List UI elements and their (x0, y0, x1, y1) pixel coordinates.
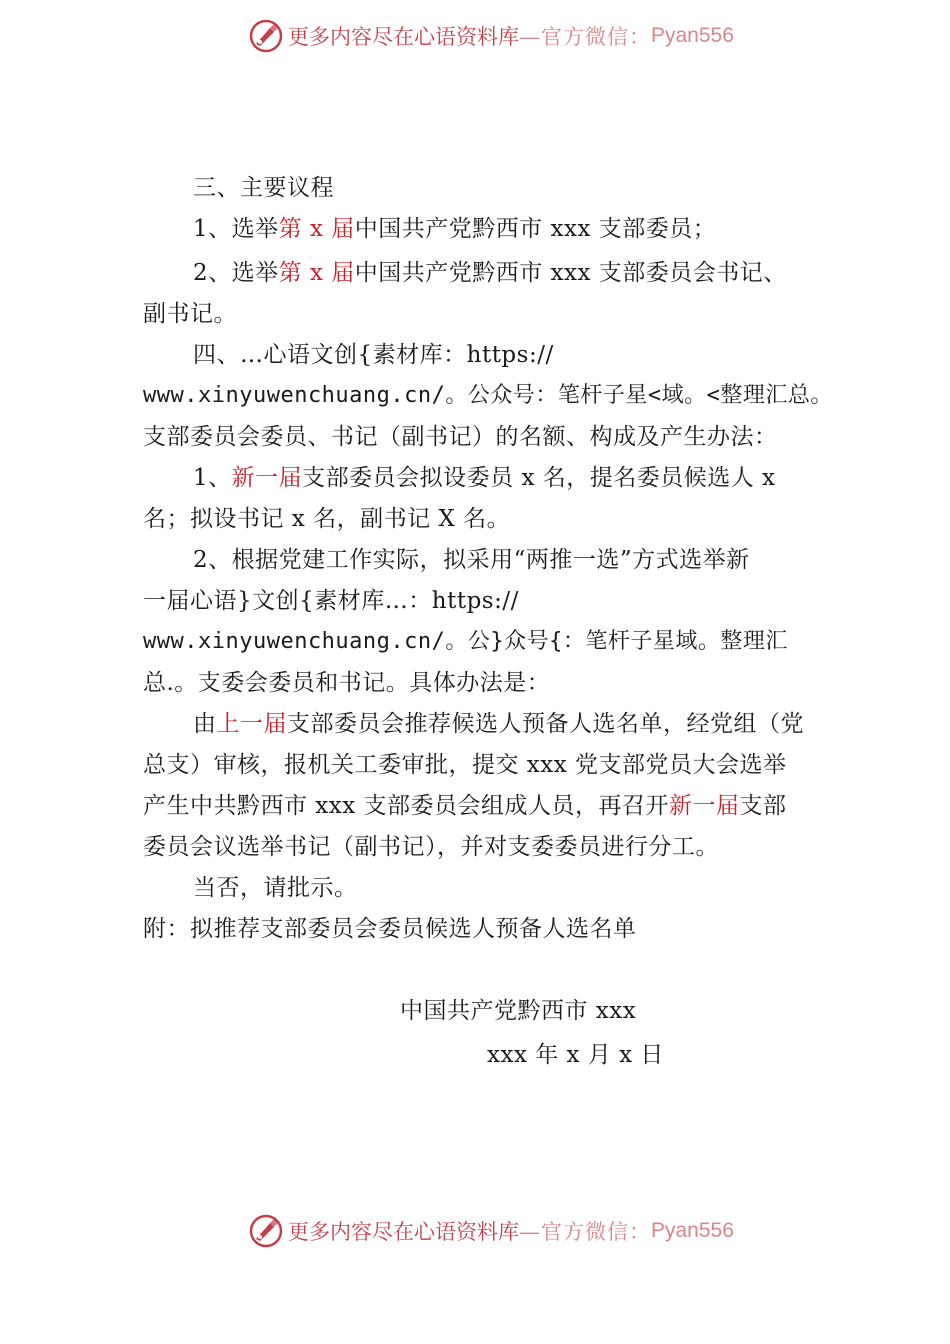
url-line-1: www.xinyuwenchuang.cn/。公众号：笔杆子星<域。<整理汇总。 (143, 383, 833, 408)
procedure-paragraph-line-1 (193, 709, 804, 739)
procedure-highlight-new: 新一届 (669, 793, 740, 819)
procedure-line-3-text: 产生中共黔西市 xxx 支部委员会组成人员，再召开 (143, 793, 670, 819)
procedure-line-3-end: 支部 (739, 793, 787, 819)
procedure-paragraph-line-4: 委员会议选举书记（副书记），并对支委委员进行分工。 (143, 834, 719, 860)
approval-request: 当否，请批示。 (193, 875, 358, 901)
watermark-main-text: 更多内容尽在心语资料库 (288, 25, 519, 49)
method-item-1-rest: 支部委员会拟设委员 x 名，提名委员候选人 x (302, 465, 776, 491)
pen-logo-icon (248, 18, 284, 54)
procedure-highlight-previous: 上一届 (216, 711, 287, 737)
procedure-paragraph-line-2: 总支）审核，报机关工委审批，提交 xxx 党支部党员大会选举 (143, 752, 787, 778)
agenda-item-2-prefix: 2、选举 (193, 260, 279, 286)
watermark-sub-text: —官方微信： (519, 1220, 651, 1244)
agenda-item-2-rest: 中国共产党黔西市 xxx 支部委员会书记、 (354, 260, 787, 286)
method-item-2-end: 总.。支委会委员和书记。具体办法是： (143, 670, 551, 696)
procedure-prefix: 由 (193, 711, 217, 737)
watermark-sub-text: —官方微信： (519, 25, 651, 49)
signature-organization: 中国共产党黔西市 xxx (400, 998, 637, 1024)
election-method-heading: 支部委员会委员、书记（副书记）的名额、构成及产生办法： (143, 424, 778, 450)
procedure-paragraph-line-3 (143, 791, 787, 821)
agenda-item-2-highlight: 第 x 届 (278, 260, 355, 286)
watermark-id-text: Pyan556 (651, 24, 734, 47)
method-item-1-prefix: 1、 (193, 465, 232, 491)
method-item-1-cont: 名；拟设书记 x 名，副书记 X 名。 (143, 506, 511, 532)
agenda-item-1-prefix: 1、选举 (193, 216, 279, 242)
method-item-2: 2、根据党建工作实际，拟采用“两推一选”方式选举新 (193, 547, 750, 573)
agenda-item-2 (193, 258, 787, 288)
watermark-banner-top (248, 16, 734, 56)
agenda-item-2-cont: 副书记。 (143, 301, 237, 327)
section-heading-agenda: 三、主要议程 (193, 175, 334, 201)
method-item-1-highlight: 新一届 (231, 465, 303, 491)
agenda-item-1-rest: 中国共产党黔西市 xxx 支部委员； (354, 216, 717, 242)
attachment-note: 附：拟推荐支部委员会委员候选人预备人选名单 (143, 916, 637, 942)
method-item-1 (193, 463, 776, 493)
pen-logo-icon (248, 1213, 284, 1249)
watermark-main-text: 更多内容尽在心语资料库 (288, 1220, 519, 1244)
watermark-banner-bottom (248, 1211, 734, 1251)
agenda-item-1-highlight: 第 x 届 (278, 216, 355, 242)
signature-date: xxx 年 x 月 x 日 (487, 1042, 664, 1068)
watermark-id-text: Pyan556 (651, 1219, 734, 1242)
url-line-2: www.xinyuwenchuang.cn/。公}众号{：笔杆子星域。整理汇 (143, 629, 788, 654)
agenda-item-1 (193, 214, 716, 244)
procedure-rest: 支部委员会推荐候选人预备人选名单，经党组（党 (287, 711, 804, 737)
method-item-2-cont: 一届心语}文创{素材库…：https:// (143, 588, 519, 614)
section-heading-four: 四、…心语文创{素材库：https:// (193, 342, 554, 368)
